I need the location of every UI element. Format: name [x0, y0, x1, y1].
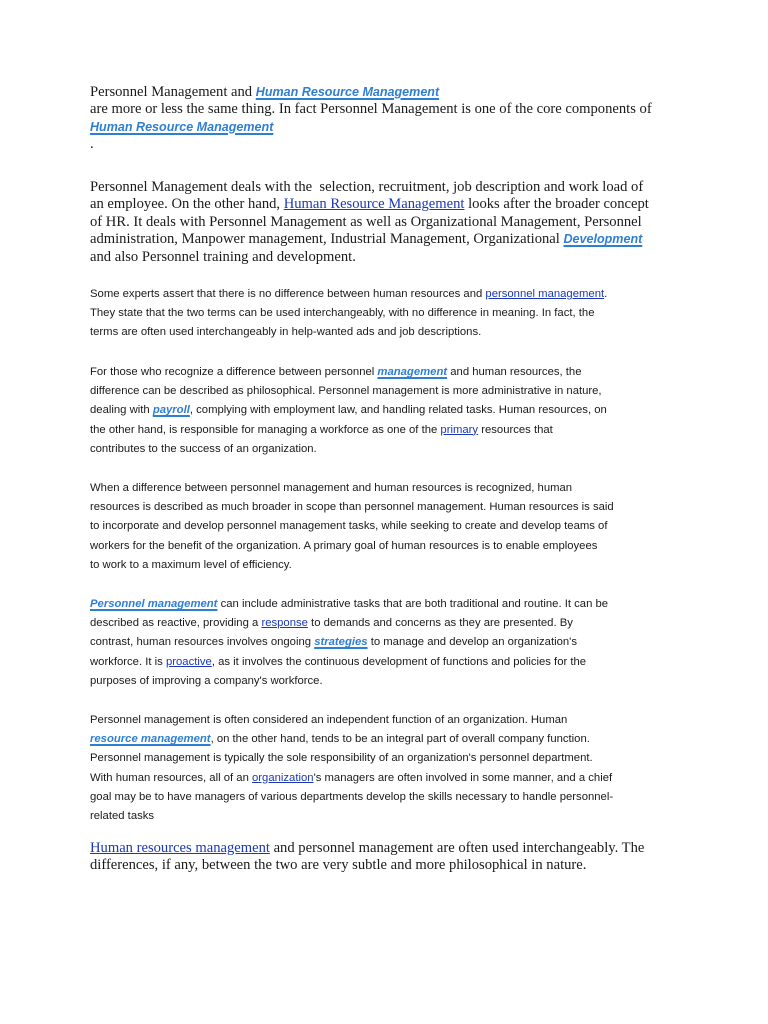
text-run: Personnel management is often considered an independent function of an organization. Human	[90, 714, 568, 726]
paragraph-1	[90, 84, 680, 154]
text-run: to incorporate and develop personnel management tasks, while seeking to create and develop teams of	[90, 520, 608, 533]
text-run: workforce. It is	[90, 655, 166, 668]
text-line	[90, 119, 680, 136]
text-run: Personnel Management deals with the selection, recruitment, job description and work load of	[90, 179, 644, 195]
text-run: looks after the broader concept	[464, 196, 649, 213]
inline-link[interactable]: strategies	[314, 636, 368, 649]
inline-link[interactable]: Human Resource Management	[283, 196, 465, 213]
text-line	[90, 614, 680, 633]
text-run: .	[604, 288, 608, 300]
text-run: and personnel management are often used interchangeably. The	[269, 840, 645, 856]
text-run: purposes of improving a company's workforce.	[90, 674, 323, 687]
text-line	[90, 788, 680, 807]
text-run: differences, if any, between the two are very subtle and more philosophical in nature.	[90, 857, 587, 874]
text-line	[90, 304, 680, 323]
inline-link[interactable]: primary	[440, 423, 479, 436]
text-line	[90, 285, 680, 304]
text-run: to demands and concerns as they are presented. By	[307, 617, 573, 630]
text-run: Some experts assert that there is no difference between human resources and	[90, 288, 486, 300]
text-line	[90, 807, 680, 826]
text-run: to manage and develop an organization's	[367, 636, 577, 649]
text-run: With human resources, all of an	[90, 771, 252, 784]
paragraph-6	[90, 595, 680, 691]
text-line	[90, 101, 680, 118]
text-run: of HR. It deals with Personnel Management as well as Organizational Management, Personnel	[90, 213, 642, 230]
text-line	[90, 214, 680, 231]
text-run: the other hand, is responsible for managing a workforce as one of the	[90, 423, 441, 436]
text-run: 's managers are often involved in some manner, and a chief	[313, 771, 613, 784]
text-run: resources is described as much broader in scope than personnel management. Human resources is said	[90, 501, 614, 514]
text-line	[90, 401, 680, 420]
text-run: .	[90, 136, 94, 153]
text-run: difference can be described as philosophical. Personnel management is more administrative in nature,	[90, 385, 602, 398]
inline-link[interactable]: payroll	[152, 404, 190, 417]
paragraph-8	[90, 840, 680, 875]
inline-link[interactable]: Human Resource Management	[90, 119, 274, 134]
text-run: goal may be to have managers of various departments develop the skills necessary to handle personnel-	[90, 790, 614, 803]
text-run: and also Personnel training and development.	[90, 248, 356, 265]
text-line	[90, 421, 680, 440]
text-run: Personnel Management and	[90, 84, 256, 100]
text-line	[90, 537, 680, 556]
text-line	[90, 633, 680, 652]
text-line	[90, 84, 680, 101]
text-run: can include administrative tasks that are both traditional and routine. It can be	[217, 598, 609, 610]
text-line	[90, 730, 680, 749]
text-run: contributes to the success of an organization.	[90, 442, 317, 455]
text-line	[90, 840, 680, 857]
text-line	[90, 231, 680, 248]
text-line	[90, 857, 680, 874]
text-line	[90, 440, 680, 459]
text-line	[90, 196, 680, 213]
text-run: contrast, human resources involves ongoing	[90, 636, 315, 649]
text-run: related tasks	[90, 810, 155, 823]
text-run: workers for the benefit of the organization. A primary goal of human resources is to enable employees	[90, 539, 598, 552]
text-line	[90, 179, 680, 196]
text-line	[90, 363, 680, 382]
text-run: For those who recognize a difference between personnel	[90, 366, 378, 378]
text-run: resources that	[478, 423, 553, 436]
inline-link[interactable]: Human resources management	[90, 840, 270, 856]
text-line	[90, 556, 680, 575]
text-run: When a difference between personnel management and human resources is recognized, human	[90, 482, 573, 494]
text-run: to work to a maximum level of efficiency.	[90, 558, 292, 571]
text-line	[90, 498, 680, 517]
inline-link[interactable]: Human Resource Management	[255, 85, 440, 99]
inline-link[interactable]: resource management	[90, 733, 211, 746]
text-line	[90, 672, 680, 691]
text-line	[90, 769, 680, 788]
inline-link[interactable]: personnel management	[485, 288, 605, 300]
inline-link[interactable]: management	[377, 366, 448, 378]
text-line	[90, 749, 680, 768]
text-run: terms are often used interchangeably in help-wanted ads and job descriptions.	[90, 326, 482, 339]
text-run: dealing with	[90, 404, 153, 417]
inline-link[interactable]: proactive	[165, 655, 212, 668]
inline-link[interactable]: Development	[563, 232, 643, 247]
text-run: described as reactive, providing a	[90, 617, 262, 630]
text-run: are more or less the same thing. In fact Personnel Management is one of the core components of	[90, 101, 652, 118]
text-run: They state that the two terms can be used interchangeably, with no difference in meaning. In fact, the	[90, 307, 595, 320]
paragraph-3	[90, 285, 680, 343]
text-run: Personnel management is typically the sole responsibility of an organization's personnel department.	[90, 752, 593, 765]
paragraph-4	[90, 363, 680, 459]
inline-link[interactable]: response	[261, 617, 308, 630]
text-run: , on the other hand, tends to be an integral part of overall company function.	[210, 733, 590, 746]
text-run: administration, Manpower management, Industrial Management, Organizational	[90, 231, 564, 248]
text-line	[90, 517, 680, 536]
text-line	[90, 711, 680, 730]
text-line	[90, 136, 680, 153]
text-line	[90, 382, 680, 401]
text-line	[90, 323, 680, 342]
text-run: an employee. On the other hand,	[90, 196, 284, 213]
text-line	[90, 653, 680, 672]
text-run: , complying with employment law, and handling related tasks. Human resources, on	[189, 404, 607, 417]
inline-link[interactable]: Personnel management	[90, 598, 218, 610]
paragraph-7	[90, 711, 680, 826]
paragraph-2	[90, 179, 680, 266]
text-line	[90, 479, 680, 498]
text-line	[90, 595, 680, 614]
text-run: and human resources, the	[447, 366, 582, 378]
paragraph-5	[90, 479, 680, 575]
text-line	[90, 249, 680, 266]
inline-link[interactable]: organization	[252, 771, 314, 784]
text-run: , as it involves the continuous development of functions and policies for the	[211, 655, 587, 668]
